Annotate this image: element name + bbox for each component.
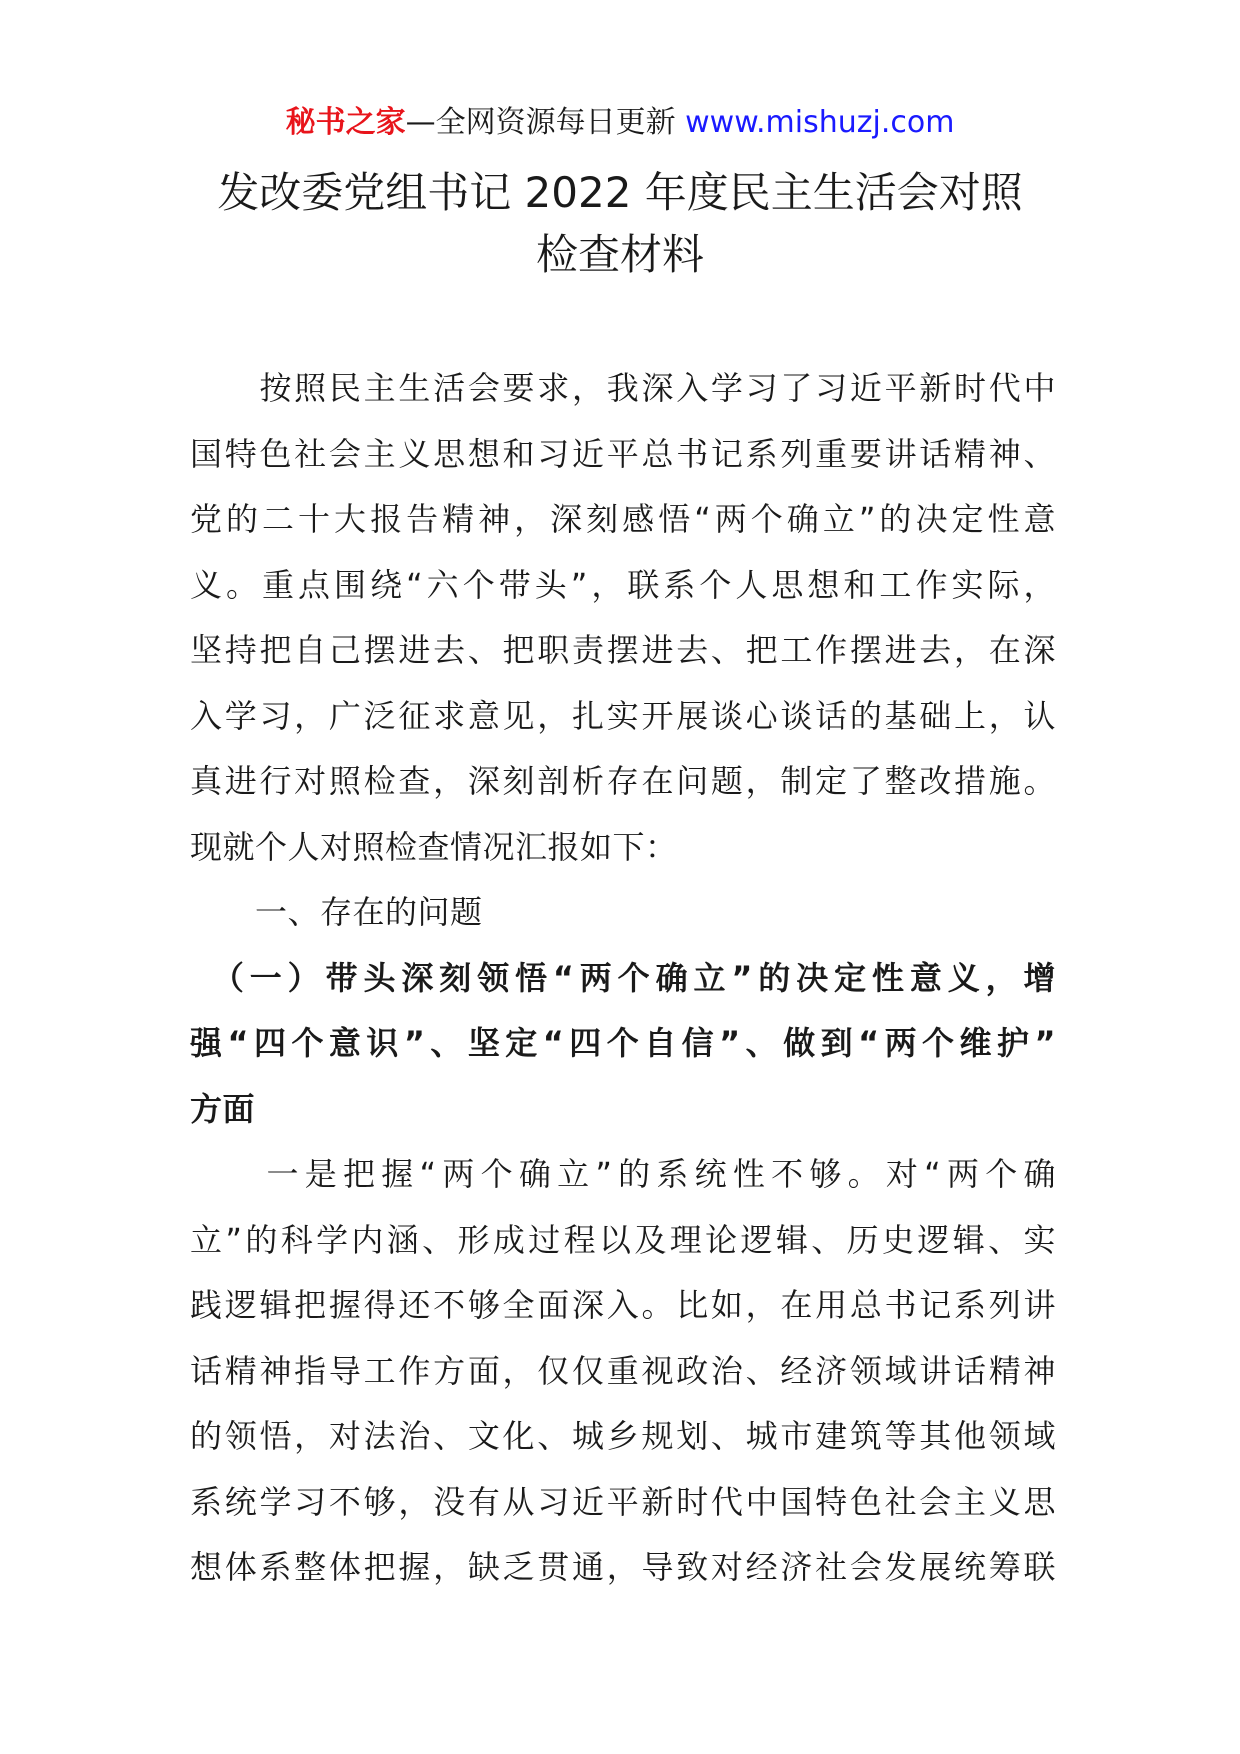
title-line-2: 检查材料 <box>535 230 704 279</box>
body-line: 坚持把自己摆进去、把职责摆进去、把工作摆进去，在深 <box>190 631 1056 669</box>
document-body <box>190 356 1056 1601</box>
body-line: 义。重点围绕“六个带头”，联系个人思想和工作实际， <box>190 565 1056 604</box>
body-line: 按照民主生活会要求，我深入学习了习近平新时代中 <box>190 369 1056 407</box>
subsection-heading-line: 方面 <box>190 1089 256 1128</box>
body-line: 立”的科学内涵、形成过程以及理论逻辑、历史逻辑、实 <box>190 1220 1056 1259</box>
brand-name: 秘书之家 <box>285 105 406 140</box>
body-line: 现就个人对照检查情况汇报如下： <box>190 827 678 866</box>
body-line: 一是把握“两个确立”的系统性不够。对“两个确 <box>190 1155 1056 1193</box>
subsection-heading-line: 强“四个意识”、坚定“四个自信”、做到“两个维护” <box>190 1024 1056 1062</box>
title-line-1: 发改委党组书记 2022 年度民主生活会对照 <box>217 168 1023 217</box>
header-tagline: —全网资源每日更新 <box>405 105 676 140</box>
subsection-heading-line: （一）带头深刻领悟“两个确立”的决定性意义，增 <box>190 958 1056 997</box>
document-title <box>170 162 1070 286</box>
body-line: 践逻辑把握得还不够全面深入。比如，在用总书记系列讲 <box>190 1286 1056 1324</box>
body-line: 想体系整体把握，缺乏贯通，导致对经济社会发展统筹联 <box>190 1548 1056 1586</box>
body-line: 党的二十大报告精神，深刻感悟“两个确立”的决定性意 <box>190 500 1056 538</box>
body-line: 系统学习不够，没有从习近平新时代中国特色社会主义思 <box>190 1482 1056 1521</box>
watermark-header <box>0 100 1240 146</box>
section-heading: 一、存在的问题 <box>190 893 483 931</box>
body-line: 的领悟，对法治、文化、城乡规划、城市建筑等其他领域 <box>190 1417 1056 1455</box>
body-line: 真进行对照检查，深刻剖析存在问题，制定了整改措施。 <box>190 762 1056 800</box>
body-line: 话精神指导工作方面，仅仅重视政治、经济领域讲话精神 <box>190 1351 1056 1390</box>
body-line: 入学习，广泛征求意见，扎实开展谈心谈话的基础上，认 <box>190 696 1056 735</box>
body-line: 国特色社会主义思想和习近平总书记系列重要讲话精神、 <box>190 434 1056 473</box>
website-link[interactable]: www.mishuzj.com <box>685 105 955 140</box>
